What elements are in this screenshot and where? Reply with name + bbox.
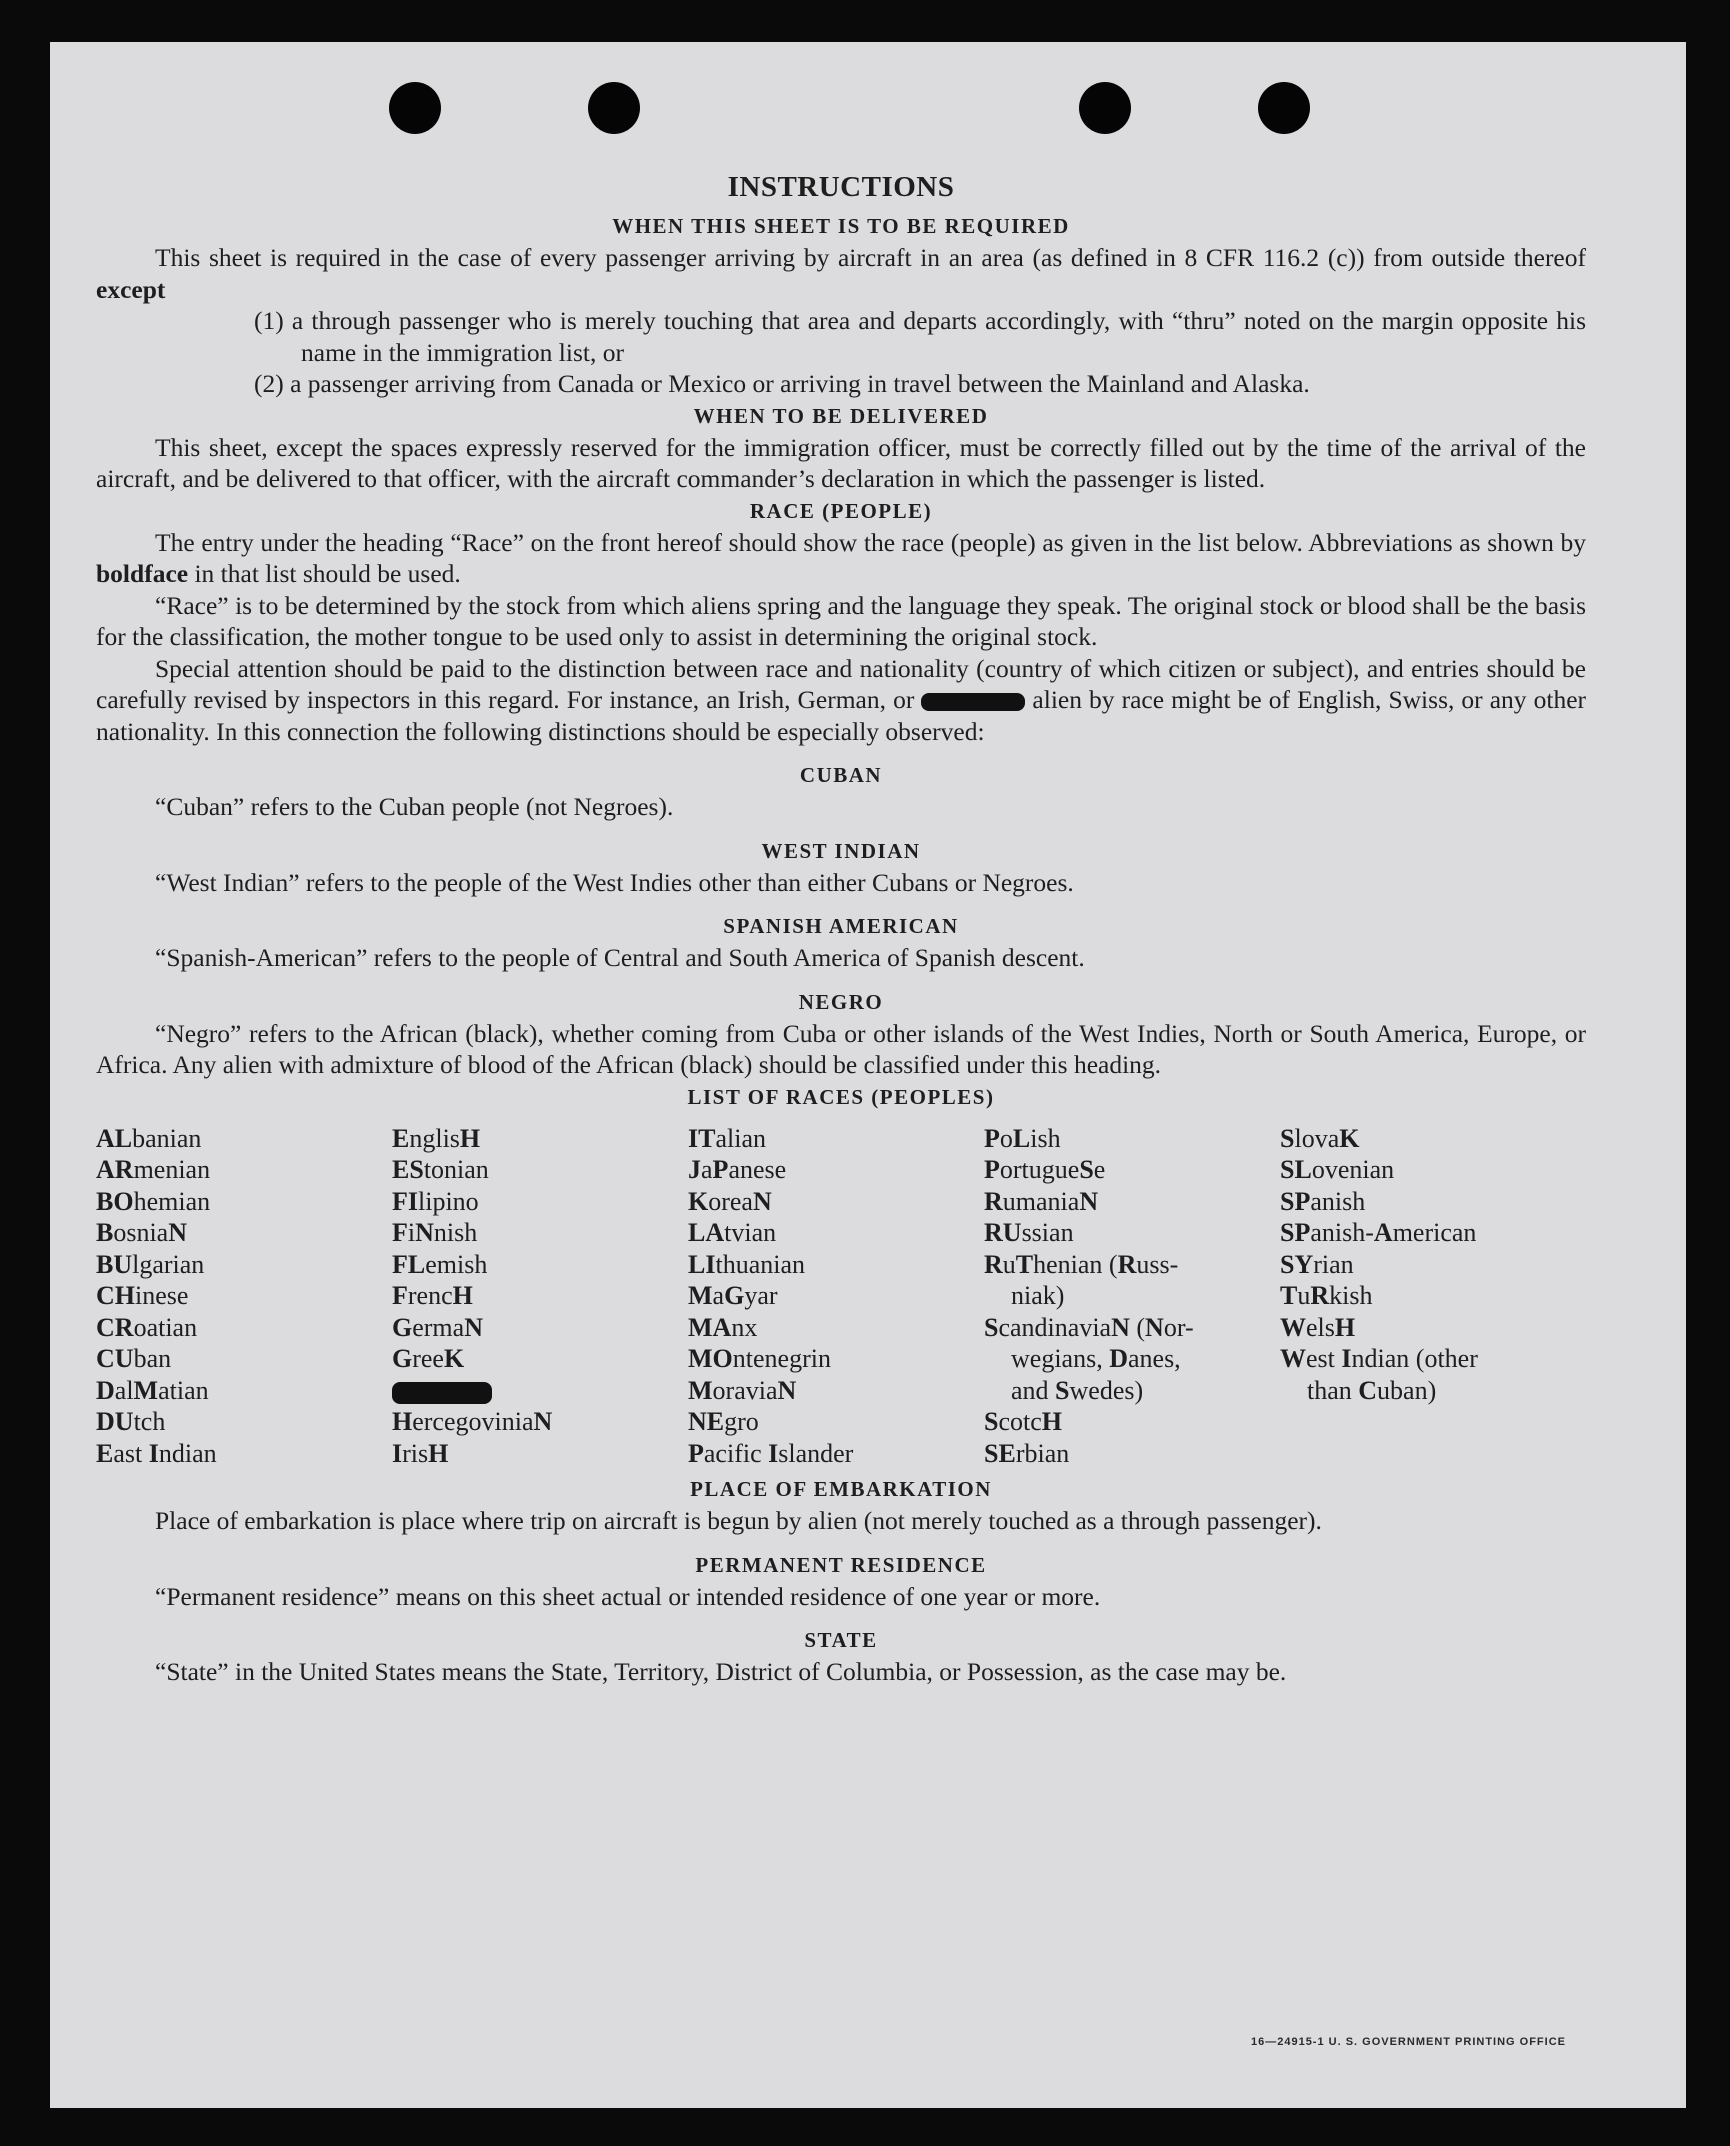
race-entry: MaGyar [688, 1281, 778, 1310]
west-indian-text: “West Indian” refers to the people of the West Indies other than either Cubans or Negroes. [155, 867, 1074, 897]
race-entry: NEgro [688, 1407, 759, 1436]
race-entry: CUban [96, 1344, 172, 1373]
punch-hole [389, 82, 441, 134]
race-entry: CHinese [96, 1281, 189, 1310]
races-column-5 [1280, 1123, 1576, 1470]
race-entry: niak) [1011, 1281, 1065, 1310]
heading-race: RACE (PEOPLE) [749, 498, 933, 523]
race-entry: SLovenian [1280, 1155, 1395, 1184]
punch-hole [588, 82, 640, 134]
race-entry: ITalian [688, 1123, 766, 1153]
race-entry: ALbanian [96, 1123, 202, 1153]
heading-cuban: CUBAN [799, 763, 883, 787]
race-entry: GreeK [392, 1344, 465, 1373]
race-entry: MAnx [688, 1312, 758, 1342]
races-column-1 [96, 1123, 392, 1470]
required-intro: This sheet is required in the case of every passenger arriving by aircraft in an area (as defined in 8 CFR 116.2 (c)) from outside thereof except [96, 243, 1586, 304]
race-entry: PortugueSe [984, 1155, 1106, 1184]
race-entry: WelsH [1280, 1312, 1356, 1342]
heading-state: STATE [804, 1628, 878, 1652]
race-para-2: “Race” is to be determined by the stock from which aliens spring and the language they speak. The original stock or blood shall be the basis for the classification, the mother tongue to be used only to assist in determining the original stock. [96, 590, 1586, 651]
required-item-1: (1) a through passenger who is merely touching that area and departs accordingly, with “thru” noted on the margin opposite his name in the immigration list, or [254, 306, 1586, 367]
punch-hole [1258, 82, 1310, 134]
spanish-american-text: “Spanish-American” refers to the people of Central and South America of Spanish descent. [155, 943, 1085, 972]
required-item-2: (2) a passenger arriving from Canada or Mexico or arriving in travel between the Mainland and Alaska. [254, 369, 1310, 398]
heading-spanish-american: SPANISH AMERICAN [723, 914, 959, 938]
race-entry: SYrian [1280, 1249, 1354, 1279]
races-list [96, 1123, 1586, 1470]
race-entry: SErbian [984, 1438, 1070, 1468]
residence-text: “Permanent residence” means on this sheet actual or intended residence of one year or more. [155, 1581, 1101, 1611]
instructions-body [96, 170, 1586, 1688]
negro-text: “Negro” refers to the African (black), whether coming from Cuba or other islands of the West Indies, North or South America, Europe, or Africa. Any alien with admixture of blood of the African (black) should be classified under this heading. [96, 1018, 1586, 1079]
race-entry: GermaN [392, 1312, 483, 1342]
race-entry: MOntenegrin [688, 1344, 831, 1373]
delivered-text: This sheet, except the spaces expressly reserved for the immigration officer, must be correctly filled out by the time of the arrival of the aircraft, and be delivered to that officer, with the aircraft commander’s declaration in which the passenger is listed. [96, 432, 1586, 493]
race-entry: DalMatian [96, 1375, 209, 1405]
print-code: 16—24915-1 U. S. GOVERNMENT PRINTING OFFICE [1250, 2036, 1566, 2048]
page-title: INSTRUCTIONS [727, 171, 955, 203]
race-entry: BUlgarian [96, 1249, 205, 1279]
race-entry [392, 1375, 688, 1407]
race-entry: FiNnish [392, 1218, 478, 1247]
embarkation-text: Place of embarkation is place where trip on aircraft is begun by alien (not merely touched as a through passenger). [155, 1506, 1322, 1535]
race-entry: PoLish [984, 1123, 1061, 1153]
race-entry: FIlipino [392, 1186, 479, 1216]
heading-delivered: WHEN TO BE DELIVERED [693, 403, 989, 428]
race-entry: and Swedes) [1011, 1375, 1144, 1405]
race-para-1: The entry under the heading “Race” on the front hereof should show the race (people) as given in the list below. Abbreviations as shown by boldface in that list should be used. [96, 527, 1586, 588]
heading-residence: PERMANENT RESIDENCE [695, 1552, 987, 1577]
race-para-3: Special attention should be paid to the distinction between race and nationality (country of which citizen or subject), and entries should be carefully revised by inspectors in this regard. For instance, an Irish, German, or alien by race might be of English, Swiss, or any other nationality. In this connection the following distinctions should be especially observed: [96, 653, 1587, 746]
race-entry: RumaniaN [984, 1186, 1099, 1216]
races-column-4 [984, 1123, 1280, 1470]
race-entry: BOhemian [96, 1186, 211, 1216]
heading-list-of-races: LIST OF RACES (PEOPLES) [687, 1084, 995, 1109]
heading-west-indian: WEST INDIAN [761, 838, 921, 863]
race-entry: IrisH [392, 1438, 449, 1468]
race-entry: RUssian [984, 1218, 1074, 1247]
race-entry: SPanish-American [1280, 1218, 1477, 1247]
race-entry: KoreaN [688, 1186, 772, 1216]
race-entry: ScotcH [984, 1407, 1063, 1436]
race-entry: SlovaK [1280, 1123, 1360, 1153]
cuban-text: “Cuban” refers to the Cuban people (not Negroes). [155, 792, 674, 821]
document-sheet [50, 42, 1686, 2108]
heading-required: WHEN THIS SHEET IS TO BE REQUIRED [612, 214, 1070, 238]
punch-hole [1079, 82, 1131, 134]
race-entry: CRoatian [96, 1312, 198, 1342]
race-entry: JaPanese [688, 1155, 787, 1184]
race-entry: MoraviaN [688, 1375, 797, 1405]
race-entry: LAtvian [688, 1218, 777, 1247]
heading-negro: NEGRO [798, 989, 884, 1014]
race-entry: FrencH [392, 1281, 473, 1310]
race-entry: West Indian (other [1280, 1344, 1478, 1373]
races-column-3 [688, 1123, 984, 1470]
race-entry: ARmenian [96, 1155, 211, 1184]
heading-embarkation: PLACE OF EMBARKATION [690, 1477, 992, 1501]
redaction-mark [921, 693, 1025, 711]
race-entry: EnglisH [392, 1123, 481, 1153]
race-entry: RuThenian (Russ- [984, 1249, 1179, 1279]
race-entry: SPanish [1280, 1186, 1366, 1216]
race-entry: ScandinaviaN (Nor- [984, 1312, 1194, 1342]
race-entry: DUtch [96, 1407, 166, 1436]
race-entry: LIthuanian [688, 1249, 805, 1279]
race-entry: HercegoviniaN [392, 1407, 553, 1436]
race-entry: Pacific Islander [688, 1438, 854, 1468]
race-entry: BosniaN [96, 1218, 188, 1247]
state-text: “State” in the United States means the State, Territory, District of Columbia, or Possession, as the case may be. [155, 1657, 1287, 1686]
race-entry: FLemish [392, 1249, 488, 1279]
race-entry: wegians, Danes, [1011, 1344, 1181, 1373]
race-entry: than Cuban) [1307, 1375, 1437, 1405]
race-entry: East Indian [96, 1438, 217, 1468]
redaction-mark [392, 1382, 492, 1404]
race-entry: EStonian [392, 1155, 489, 1184]
races-column-2 [392, 1123, 688, 1470]
race-entry: TuRkish [1280, 1281, 1373, 1310]
